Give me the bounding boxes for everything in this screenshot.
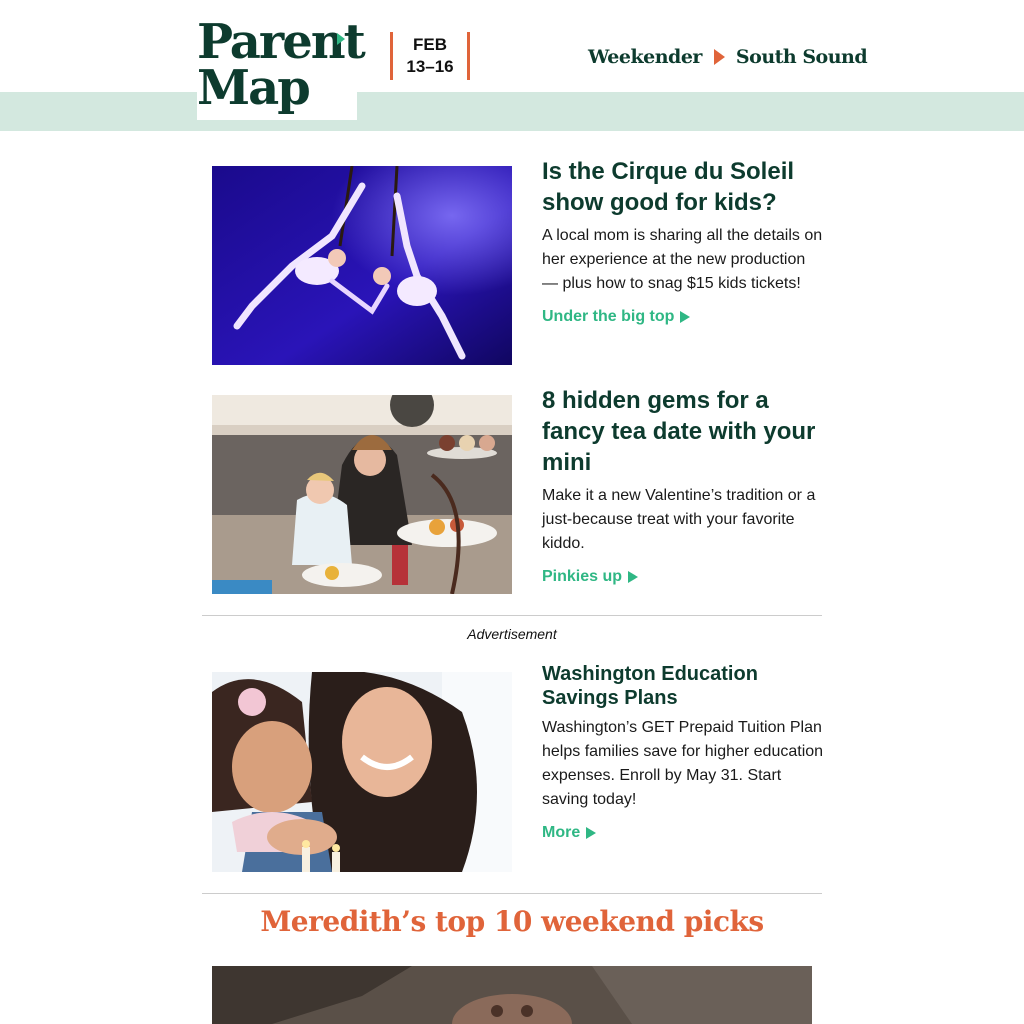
mother-daughter-photo[interactable]	[212, 672, 512, 872]
tea-date-photo[interactable]	[212, 395, 512, 594]
pinkies-up-link[interactable]	[542, 568, 638, 586]
play-arrow-icon	[680, 311, 690, 323]
play-arrow-icon	[714, 49, 725, 65]
article-link-label: Pinkies up	[542, 568, 623, 585]
advertisement-label: Advertisement	[467, 626, 557, 642]
article-cirque-text	[542, 156, 824, 326]
sponsored-ad	[212, 663, 824, 872]
edition-region: South Sound	[735, 46, 868, 68]
edition-weekender: Weekender	[588, 46, 702, 68]
article-tea-text	[542, 385, 824, 586]
issue-date	[390, 32, 470, 80]
parentmap-logo[interactable]	[197, 14, 364, 120]
article-description: A local mom is sharing all the details on her experience at the new production — plus how to snag $15 kids tickets!	[542, 227, 823, 292]
article-title[interactable]: 8 hidden gems for a fancy tea date with your mini	[542, 387, 816, 476]
issue-date-month: FEB	[413, 35, 447, 54]
ad-more-link[interactable]	[542, 824, 596, 842]
ad-link-label: More	[542, 824, 581, 841]
header-band	[0, 92, 1024, 131]
edition-breadcrumb	[588, 44, 867, 70]
play-arrow-icon	[586, 827, 596, 839]
article-title[interactable]: Is the Cirque du Soleil show good for kids?	[542, 158, 795, 216]
article-cirque	[212, 158, 824, 366]
logo-text-map: Map	[197, 60, 309, 116]
logo-arrow-icon	[337, 33, 345, 45]
section-heading: Meredith’s top 10 weekend picks	[260, 905, 764, 938]
ad-title[interactable]: Washington Education Savings Plans	[542, 663, 758, 709]
under-the-big-top-link[interactable]	[542, 308, 690, 326]
weekend-pick-photo[interactable]	[212, 966, 812, 1024]
article-link-label: Under the big top	[542, 308, 675, 325]
article-description: Make it a new Valentine’s tradition or a just-because treat with your favorite kiddo.	[542, 487, 816, 552]
logo-text-parent: Parent	[197, 14, 364, 70]
divider	[202, 893, 822, 894]
email-header	[0, 0, 1024, 131]
divider	[202, 615, 822, 616]
play-arrow-icon	[628, 571, 638, 583]
aerialists-photo[interactable]	[212, 166, 512, 365]
sponsored-ad-text	[542, 662, 824, 842]
issue-date-days: 13–16	[406, 57, 454, 76]
ad-description: Washington’s GET Prepaid Tuition Plan helps families save for higher education expenses. Enroll by May 31. Start saving today!	[542, 719, 824, 808]
article-tea	[212, 387, 824, 595]
